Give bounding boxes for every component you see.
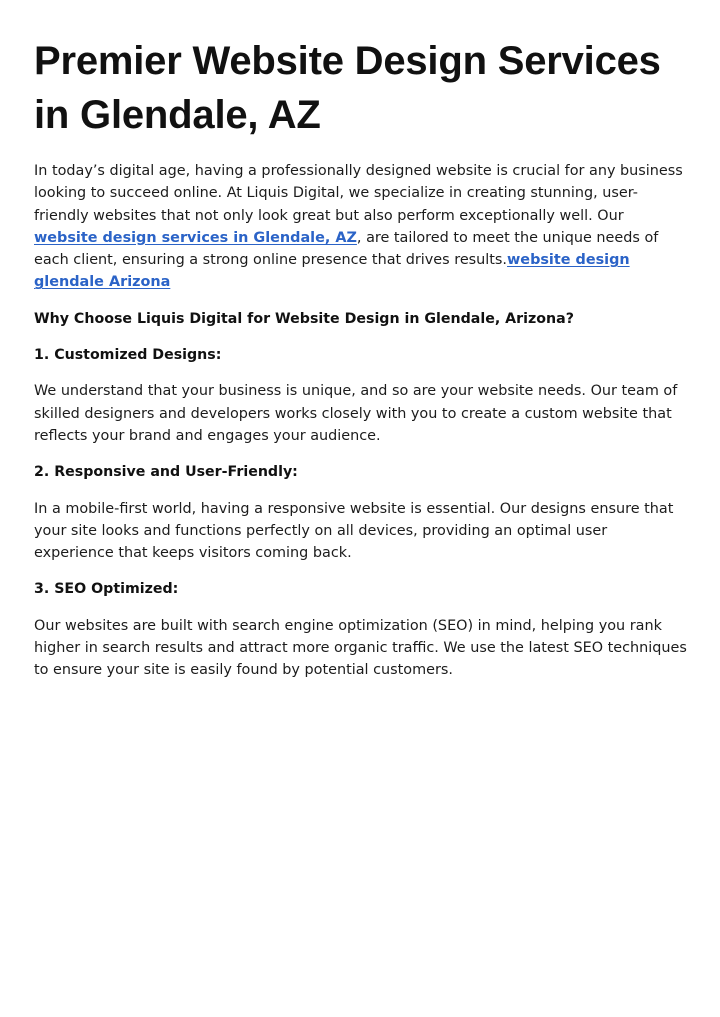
section-heading-customized-designs: 1. Customized Designs: — [34, 347, 222, 364]
section-heading-responsive: 2. Responsive and User-Friendly: — [34, 464, 298, 481]
section-body-customized-designs: We understand that your business is unique, and so are your website needs. Our team of skilled designers and developers works closely with you to create a custom website that reflects your brand and engages your audience. — [34, 383, 678, 444]
intro-text-part2: , are tailored to meet the unique needs of each client, ensuring a strong online presence that drives results. — [34, 229, 659, 269]
section-heading-seo: 3. SEO Optimized: — [34, 581, 179, 598]
document-content — [34, 34, 690, 682]
page-title: Premier Website Design Services in Glendale, AZ — [34, 39, 661, 137]
intro-text-part1: In today’s digital age, having a professionally designed website is crucial for any business looking to succeed online. At Liquis Digital, we specialize in creating stunning, user-friendly websites that not only look great but also perform exceptionally well. Our — [34, 163, 683, 224]
website-design-glendale-link[interactable]: website design glendale Arizona — [34, 252, 630, 291]
intro-paragraph — [34, 160, 690, 294]
section-body-responsive: In a mobile-first world, having a responsive website is essential. Our designs ensure that your site looks and functions perfectly on all devices, providing an optimal user experience that keeps visitors coming back. — [34, 500, 674, 562]
why-choose-heading: Why Choose Liquis Digital for Website Design in Glendale, Arizona? — [34, 310, 574, 327]
section-body-seo: Our websites are built with search engine optimization (SEO) in mind, helping you rank higher in search results and attract more organic traffic. We use the latest SEO techniques to ensure your site is easily found by potential customers. — [34, 617, 687, 679]
website-design-services-link[interactable]: website design services in Glendale, AZ — [34, 229, 357, 246]
